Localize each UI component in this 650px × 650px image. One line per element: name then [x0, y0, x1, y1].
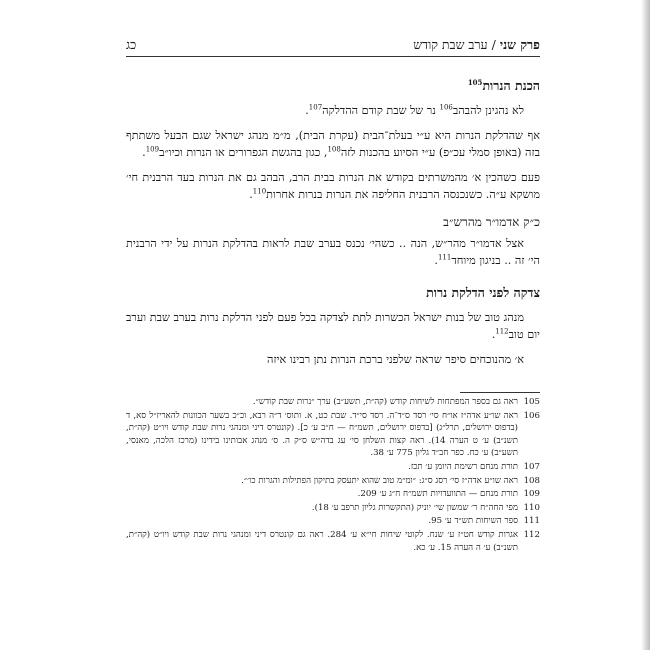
footnote: 105 ראה גם בספר המפתחות לשיחות קודש (קה״ת, תשע״ב) ערך ״נרות שבת קודש״.	[252, 397, 540, 407]
paragraph: אף שהדלקת הנרות היא ע״י בעלת־הבית (עקרת הבית), מ״מ מנהג ישראל שגם הבעל משתתף בזה (באופן סמלי עכ״פ) ע״י הסיוע בהכנות לזה$^{108}$, כגון בהגשת הגפרורים או הנרות וכיו״ב$^{109}$.	[126, 129, 540, 159]
footnote: 110 מפי החה״ח ר׳ שמשון שי׳ יוניק (התקשרות גליון תרפב ע׳ 18).	[311, 502, 540, 513]
page-number: כג	[126, 37, 137, 52]
footnote-number: 105	[523, 397, 540, 407]
header-separator: /	[487, 37, 500, 52]
footnote: 112 אגרות קודש חט״ז ע׳ שנח. לקוטי שיחות חי״א ע׳ 284. ראה גם קונטרס דיני ומנהגי נרות שבת קודש ויו״ט (קה״ת, תשנ״ב) ע׳ ה הערה 15. ע׳ כא.	[126, 529, 540, 553]
footnote-ref: 105	[467, 77, 483, 87]
header-subject: ערב שבת קודש	[413, 37, 488, 52]
footnote: 109 תורת מנחם — התוועדויות תשמ״ח ח״ג ע׳ 209.	[357, 489, 540, 500]
footnote-number: 109	[523, 489, 540, 500]
chapter-label: פרק שני	[499, 37, 540, 52]
footnote-ref: 106	[439, 103, 453, 112]
footnote-number: 110	[523, 502, 540, 513]
book-spine-shadow	[641, 0, 650, 650]
footnote-separator	[460, 392, 540, 393]
footnote-ref: 107	[308, 103, 323, 112]
main-text	[126, 62, 540, 376]
paragraph: אצל אדמו״ר מהר״ש, הנה .. כשהי׳ נכנס בערב שבת לראות בהדלקת הנרות על ידי הרבנית הי׳ זה .. בניגון מיוחד$^{111}$.	[126, 237, 540, 267]
paragraph: מנהג טוב של בנות ישראל הכשרות לתת לצדקה בכל פעם לפני הדלקת נרות בערב שבת וערב יום טוב$^{112}$.	[126, 311, 540, 341]
footnote-number: 106	[523, 410, 540, 421]
footnote: 108 ראה שו״ע אדה״ז סי׳ רסג ס״ג: ״ומ״מ טוב שהוא יתעסק בתיקון הפתילות והגרות כו׳״.	[241, 475, 540, 486]
footnote-ref: 111	[437, 253, 452, 262]
paragraph: פעם כשהכין א׳ מהמשרתים בקודש את הנרות בבית הרב, הבהב גם את הנרות בעד הרבנית חי׳ מושקא ע״ה. כשנכנסה הרבנית החליפה את הנרות בנרות אחרות$^{110}$.	[126, 171, 540, 201]
paragraph: א׳ מהנוכחים סיפר שראה שלפני ברכת הנרות נתן רבינו איזה	[267, 353, 524, 366]
paragraph: לא נהגינן להבהב$^{106}$ נר של שבת קודם ההדלקה$^{107}$.	[305, 103, 524, 117]
section-heading-candle-prep: הכנת הנרות$^{105}$	[467, 77, 540, 93]
footnote-number: 108	[523, 475, 540, 486]
footnote-number: 111	[523, 516, 540, 527]
footnote-ref: 112	[495, 327, 509, 336]
header-title	[413, 37, 540, 53]
footnote-number: 112	[523, 529, 540, 540]
footnote-ref: 108	[327, 145, 341, 154]
footnote-number: 107	[523, 461, 540, 472]
subheading-rebbe: כ״ק אדמו״ר מהרש״ב	[443, 215, 540, 229]
running-header	[126, 34, 540, 57]
footnote: 111 ספר השיחות תש״ד ע׳ 95.	[428, 516, 540, 527]
footnote-ref: 110	[252, 187, 267, 196]
footnotes	[126, 396, 540, 555]
section-heading-charity: צדקה לפני הדלקת נרות	[426, 285, 540, 300]
footnote-ref: 109	[145, 145, 160, 154]
footnote: 107 תורת מנחם רשימת היומן ע׳ תכז.	[408, 461, 540, 472]
footnote: 106 ראה שו״ע אדה״ז או״ח סי׳ רסד ס״ד־ה. רסד סי״ד. שבת כט, א. ותוס׳ ד״ה רבא, וכ״כ בשער הכוונות להאריז״ל סא, ד (בדפוס ירושלים, תרל״ג) [בדפוס ירושלים, תשמ״ח — ח״ב ע׳ כ]. (קונטרס דיני ומנהגי נרות שבת קודש ויו״ט (קה״ת, תשנ״ב) ע׳ ט הערה 14). ראה קצות השלחן סי׳ עג בדה״ש ס״ק ה. ס׳ מנהג אבותינו בידינו (מרכז הלכה, מאנסי, תשע״ב) ע׳ כח. כפר חב״ד גליון 775 ע׳ 38.	[126, 410, 540, 459]
